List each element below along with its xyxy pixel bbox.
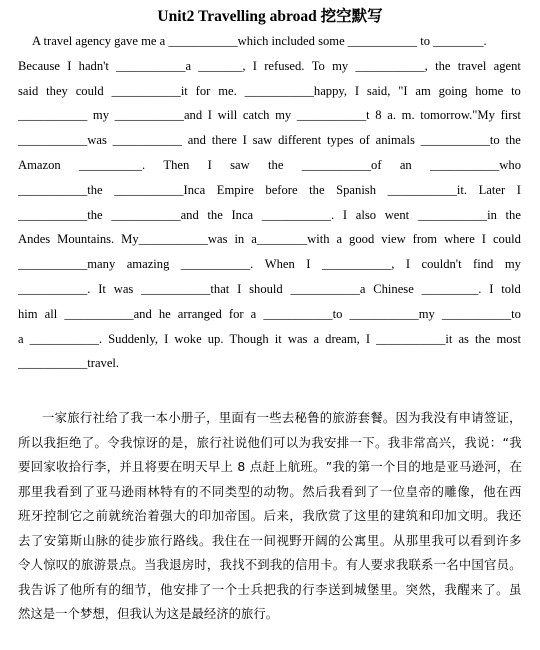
english-word: ___________the — [18, 182, 103, 197]
english-word: where — [444, 232, 475, 247]
english-word: the — [475, 331, 491, 346]
english-word: arranged — [177, 306, 222, 321]
english-word: A travel agency gave me a ___________which included some ___________ to ________. — [32, 34, 487, 48]
english-word: ___________my — [349, 306, 435, 321]
english-word: before — [265, 182, 298, 197]
english-word: Later — [478, 182, 506, 197]
english-word: saw — [252, 133, 273, 148]
english-line — [18, 59, 521, 84]
english-word: going — [438, 83, 468, 98]
chinese-line: 要 回 家 收 拾 行 李 ， 并 且 将 要 在 明 天 早 上 8 点 赶 上 航 班 。 ” 我 的 第 一 个 目 的 地 是 亚 马 逊 河 ， 在 — [18, 459, 522, 474]
english-word: my — [332, 58, 349, 73]
english-word: it — [274, 331, 282, 346]
english-line — [18, 183, 521, 208]
english-word: refused. — [264, 58, 305, 73]
english-word: find — [473, 257, 494, 272]
english-word: I — [405, 257, 411, 272]
english-word: I — [207, 157, 212, 172]
english-word: the — [435, 58, 451, 73]
english-word: I — [481, 232, 486, 247]
english-word: ___________. — [261, 207, 335, 222]
english-word: animals — [375, 133, 415, 148]
worksheet-title: Unit2 Travelling abroad 挖空默写 — [157, 8, 383, 25]
english-word: I — [365, 331, 371, 346]
english-word: Andes — [18, 232, 51, 247]
english-word: went — [384, 207, 410, 222]
english-word: I — [237, 281, 242, 296]
english-word: I — [306, 257, 311, 272]
english-line — [18, 108, 521, 133]
english-word: ___________it — [111, 83, 188, 98]
english-word: Suddenly, — [108, 331, 159, 346]
english-word: woke — [174, 331, 202, 346]
english-word: a. — [387, 108, 396, 123]
english-word: Then — [163, 157, 190, 172]
english-word: ___________and — [64, 306, 152, 321]
english-word: ___________a — [290, 281, 366, 296]
english-word: ___________, — [321, 257, 395, 272]
english-word: there — [211, 133, 237, 148]
english-word: for — [195, 83, 211, 98]
english-word: should — [249, 281, 283, 296]
english-word: my — [92, 108, 110, 123]
english-word: could — [492, 232, 521, 247]
english-passage — [18, 34, 521, 381]
english-word: he — [158, 306, 171, 321]
english-word: ___________ — [18, 108, 88, 123]
english-word: ___________was — [18, 133, 107, 148]
english-word: could — [75, 83, 104, 98]
english-word: Though — [229, 331, 269, 346]
chinese-line: 班 牙 控 制 它 之 前 就 统 治 着 强 大 的 印 加 帝 国 。 后 来 ， 我 欣 赏 了 这 里 的 建 筑 和 印 加 文 明 。 我 还 — [18, 508, 522, 523]
english-word: I — [252, 58, 257, 73]
english-word: a — [18, 331, 24, 346]
english-word: ___________it. — [387, 182, 468, 197]
english-word: from — [412, 232, 438, 247]
chinese-line: 一 家 旅 行 社 给 了 我 一 本 小 册 子 ， 里 面 有 一 些 去 秘 鲁 的 旅 游 套 餐 。 因 为 我 没 有 申 请 签 证 ， — [42, 410, 522, 425]
english-line — [18, 208, 521, 233]
english-word: ___________that — [141, 281, 230, 296]
english-word: Inca — [231, 207, 254, 222]
english-line — [18, 232, 521, 257]
english-word: and — [187, 133, 206, 148]
chinese-line: 令 人 惊 叹 的 旅 游 景 点 。 当 我 退 房 时 ， 我 找 不 到 我 的 信 用 卡 。 有 人 要 求 我 联 系 一 名 中 国 官 员 。 — [18, 557, 522, 572]
english-word: him — [18, 306, 38, 321]
english-word: 8 — [375, 108, 382, 123]
english-word: me. — [218, 83, 237, 98]
english-word: a — [250, 306, 257, 321]
english-word: they — [46, 83, 68, 98]
english-word: I — [516, 182, 521, 197]
chinese-line: 然这是一个梦想，但我认为这是最经济的旅行。 — [18, 606, 279, 621]
english-word: Spanish — [336, 182, 377, 197]
english-word: the — [505, 207, 521, 222]
english-word: Because — [18, 58, 60, 73]
english-word: first — [500, 108, 521, 123]
english-word: m. — [401, 108, 415, 123]
english-word: was — [113, 281, 134, 296]
chinese-passage — [18, 410, 522, 631]
english-word: said — [18, 83, 39, 98]
english-word: agent — [493, 58, 521, 73]
english-word: I — [354, 83, 360, 98]
english-line — [18, 307, 521, 332]
english-line — [18, 84, 521, 109]
english-word: Chinese — [373, 281, 414, 296]
english-word: also — [355, 207, 377, 222]
english-word: of — [359, 133, 370, 148]
english-line — [18, 34, 521, 59]
english-word: dream, — [325, 331, 360, 346]
english-word: ___________t — [296, 108, 370, 123]
english-word: amazing — [126, 257, 170, 272]
english-word: hadn't — [78, 58, 109, 73]
english-word: ___________it — [376, 331, 453, 346]
english-word: most — [496, 331, 521, 346]
english-word: to — [511, 83, 521, 98]
english-word: a________with — [251, 232, 330, 247]
english-word: travel — [457, 58, 487, 73]
english-word: in — [234, 232, 245, 247]
english-word: ___________and — [114, 108, 203, 123]
english-line — [18, 282, 521, 307]
english-word: as — [458, 331, 469, 346]
english-word: ___________happy, — [244, 83, 347, 98]
english-word: view — [381, 232, 406, 247]
english-word: up. — [207, 331, 224, 346]
english-word: Mountains. — [57, 232, 115, 247]
english-word: __________. — [78, 157, 146, 172]
english-word: ___________and — [111, 207, 199, 222]
chinese-line: 那 里 我 看 到 了 亚 马 逊 雨 林 特 有 的 不 同 类 型 的 动 物 。 然 后 我 看 到 了 一 位 皇 帝 的 雕 像 ， 他 在 西 — [18, 483, 522, 499]
english-word: My___________was — [121, 232, 228, 247]
english-word: I — [242, 133, 247, 148]
english-word: ___________Inca — [114, 182, 206, 197]
english-word: my — [275, 108, 292, 123]
english-line — [18, 257, 521, 282]
english-word: good — [349, 232, 375, 247]
english-word: ___________many — [18, 257, 116, 272]
english-word: To — [311, 58, 325, 73]
english-word: a — [313, 331, 320, 346]
english-word: for — [228, 306, 244, 321]
english-word: ___________to — [441, 306, 521, 321]
english-word: It — [98, 281, 106, 296]
english-word: tomorrow."My — [420, 108, 495, 123]
english-word: "I — [398, 83, 408, 98]
english-line — [18, 133, 521, 158]
english-word: types — [326, 133, 354, 148]
english-word: my — [504, 257, 521, 272]
english-word: ___________, — [355, 58, 428, 73]
english-word: am — [415, 83, 431, 98]
english-word: saw — [230, 157, 250, 172]
english-word: _________. — [421, 281, 482, 296]
english-word: the — [309, 182, 325, 197]
english-word: ___________to — [263, 306, 343, 321]
english-word: I — [164, 331, 169, 346]
english-word: When — [264, 257, 295, 272]
english-word: ___________. — [18, 281, 91, 296]
english-word: home — [475, 83, 504, 98]
english-word: Amazon — [18, 157, 61, 172]
english-word: I — [207, 108, 212, 123]
english-word: was — [287, 331, 308, 346]
english-word: said, — [366, 83, 391, 98]
english-word: ___________in — [417, 207, 497, 222]
english-word: told — [501, 281, 521, 296]
english-word: will — [217, 108, 238, 123]
chinese-line: 所 以 我 拒 绝 了 。 令 我 惊 讶 的 是 ， 旅 行 社 说 他 们 可 以 为 我 安 排 一 下 。 我 非 常 高 兴 ， 我 说 ： “ 我 — [18, 434, 522, 450]
english-word: ___________. — [29, 331, 103, 346]
english-word: ___________. — [180, 257, 254, 272]
english-word: ___________of — [301, 157, 382, 172]
english-line — [18, 332, 521, 357]
english-word: catch — [242, 108, 270, 123]
english-line — [18, 356, 521, 381]
english-word: ___________to — [420, 133, 500, 148]
english-word: Empire — [216, 182, 254, 197]
english-word: the — [268, 157, 284, 172]
english-word: the — [505, 133, 521, 148]
english-word: ___________who — [430, 157, 521, 172]
chinese-line: 我 告 诉 了 他 所 有 的 细 节 ， 他 安 排 了 一 个 士 兵 把 我 的 行 李 送 到 城 堡 里 。 突 然 ， 我 醒 来 了 。 虽 — [18, 581, 522, 597]
english-word: ___________travel. — [18, 356, 120, 371]
english-word: _______, — [198, 58, 246, 73]
english-word: a — [336, 232, 343, 247]
english-word: couldn't — [421, 257, 462, 272]
english-word: I — [67, 58, 72, 73]
english-line — [18, 158, 521, 183]
english-word: ___________a — [116, 58, 192, 73]
english-word: an — [399, 157, 412, 172]
english-word: the — [207, 207, 223, 222]
english-word: ___________the — [18, 207, 103, 222]
english-word: ___________ — [112, 133, 182, 148]
english-word: I — [489, 281, 494, 296]
chinese-line: 去 了 安 第 斯 山 脉 的 徒 步 旅 行 路 线 。 我 住 在 一 间 视 野 开 阔 的 公 寓 里 。 从 那 里 我 可 以 看 到 许 多 — [18, 532, 522, 548]
english-word: all — [44, 306, 58, 321]
english-word: I — [342, 207, 348, 222]
english-word: different — [278, 133, 322, 148]
